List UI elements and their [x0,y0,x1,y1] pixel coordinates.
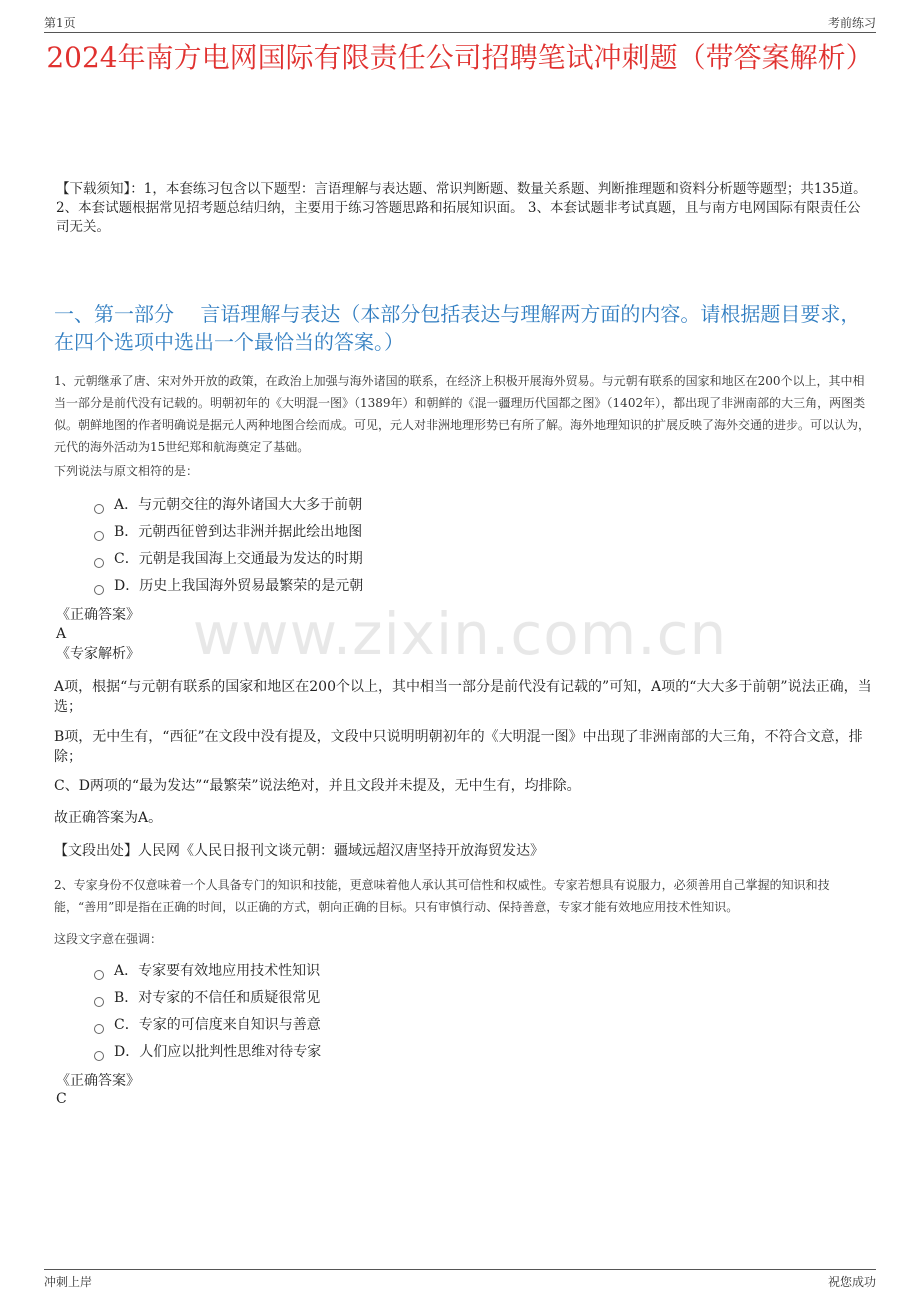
radio-icon[interactable] [94,585,104,595]
option-a[interactable]: A．与元朝交往的海外诸国大大多于前朝 [94,492,363,519]
watermark: www.zixin.com.cn [192,600,728,668]
answer-label: 《正确答案》 [56,1073,140,1089]
option-c[interactable]: C．专家的可信度来自知识与善意 [94,1012,321,1039]
page-number: 第1页 [44,16,76,30]
page-header [44,14,876,33]
radio-icon[interactable] [94,1051,104,1061]
option-c[interactable]: C．元朝是我国海上交通最为发达的时期 [94,546,363,573]
radio-icon[interactable] [94,558,104,568]
option-a[interactable]: A．专家要有效地应用技术性知识 [94,958,321,985]
download-notice: 【下载须知】：1，本套练习包含以下题型：言语理解与表达题、常识判断题、数量关系题、判断推理题和资料分析题等题型；共135道。 2、本套试题根据常见招考题总结归纳，主要用于练习答题思路和拓展知识面。 3、本套试题非考试真题，且与南方电网国际有限责任公司无关。 [56,181,867,235]
radio-icon[interactable] [94,970,104,980]
analysis-conclusion: 故正确答案为A。 [54,810,163,826]
document-title: 2024年南方电网国际有限责任公司招聘笔试冲刺题（带答案解析） [46,41,874,74]
question-1-options [94,492,363,600]
radio-icon[interactable] [94,997,104,1007]
radio-icon[interactable] [94,504,104,514]
footer-left-label: 冲刺上岸 [44,1275,93,1289]
header-label: 考前练习 [827,16,876,30]
analysis-paragraph: B项，无中生有，“西征”在文段中没有提及，文段中只说明明朝初年的《大明混一图》中出现了非洲南部的大三角，不符合文意，排除； [54,729,863,765]
question-2-prompt: 这段文字意在强调： [54,932,163,946]
radio-icon[interactable] [94,531,104,541]
question-2-text: 2、专家身份不仅意味着一个人具备专门的知识和技能，更意味着他人承认其可信性和权威性。专家若想具有说服力，必须善用自己掌握的知识和技能，“善用”即是指在正确的时间，以正确的方式，朝向正确的目标。只有审慎行动、保持善意，专家才能有效地应用技术性知识。 [54,878,830,914]
question-1-text: 1、元朝继承了唐、宋对外开放的政策，在政治上加强与海外诸国的联系，在经济上积极开展海外贸易。与元朝有联系的国家和地区在200个以上，其中相当一部分是前代没有记载的。明朝初年的《大明混一图》（1389年）和朝鲜的《混一疆理历代国都之图》（1402年），都出现了非洲南部的大三角，两图类似。朝鲜地图的作者明确说是据元人两种地图合绘而成。可见，元人对非洲地理形势已有所了解。海外地理知识的扩展反映了海外交通的进步。可以认为，元代的海外活动为15世纪郑和航海奠定了基础。 [54,374,871,454]
option-d[interactable]: D．人们应以批判性思维对待专家 [94,1039,321,1066]
question-1-prompt: 下列说法与原文相符的是： [54,464,199,478]
option-d[interactable]: D．历史上我国海外贸易最繁荣的是元朝 [94,573,363,600]
answer-value: C [56,1091,67,1107]
analysis-paragraph: A项，根据“与元朝有联系的国家和地区在200个以上，其中相当一部分是前代没有记载的”可知，A项的“大大多于前朝”说法正确，当选； [54,679,872,715]
section-title: 一、第一部分 言语理解与表达（本部分包括表达与理解两方面的内容。请根据题目要求，在四个选项中选出一个最恰当的答案。） [54,302,861,354]
page-footer [44,1269,876,1291]
analysis-label: 《专家解析》 [56,646,140,662]
radio-icon[interactable] [94,1024,104,1034]
analysis-paragraph: C、D两项的“最为发达”“最繁荣”说法绝对，并且文段并未提及，无中生有，均排除。 [54,778,581,794]
source-citation: 【文段出处】人民网《人民日报刊文谈元朝：疆域远超汉唐坚持开放海贸发达》 [54,843,544,859]
option-b[interactable]: B．元朝西征曾到达非洲并据此绘出地图 [94,519,363,546]
answer-label: 《正确答案》 [56,607,140,623]
question-2-options [94,958,321,1066]
footer-right-label: 祝您成功 [827,1275,876,1289]
answer-value: A [56,626,67,642]
option-b[interactable]: B．对专家的不信任和质疑很常见 [94,985,321,1012]
